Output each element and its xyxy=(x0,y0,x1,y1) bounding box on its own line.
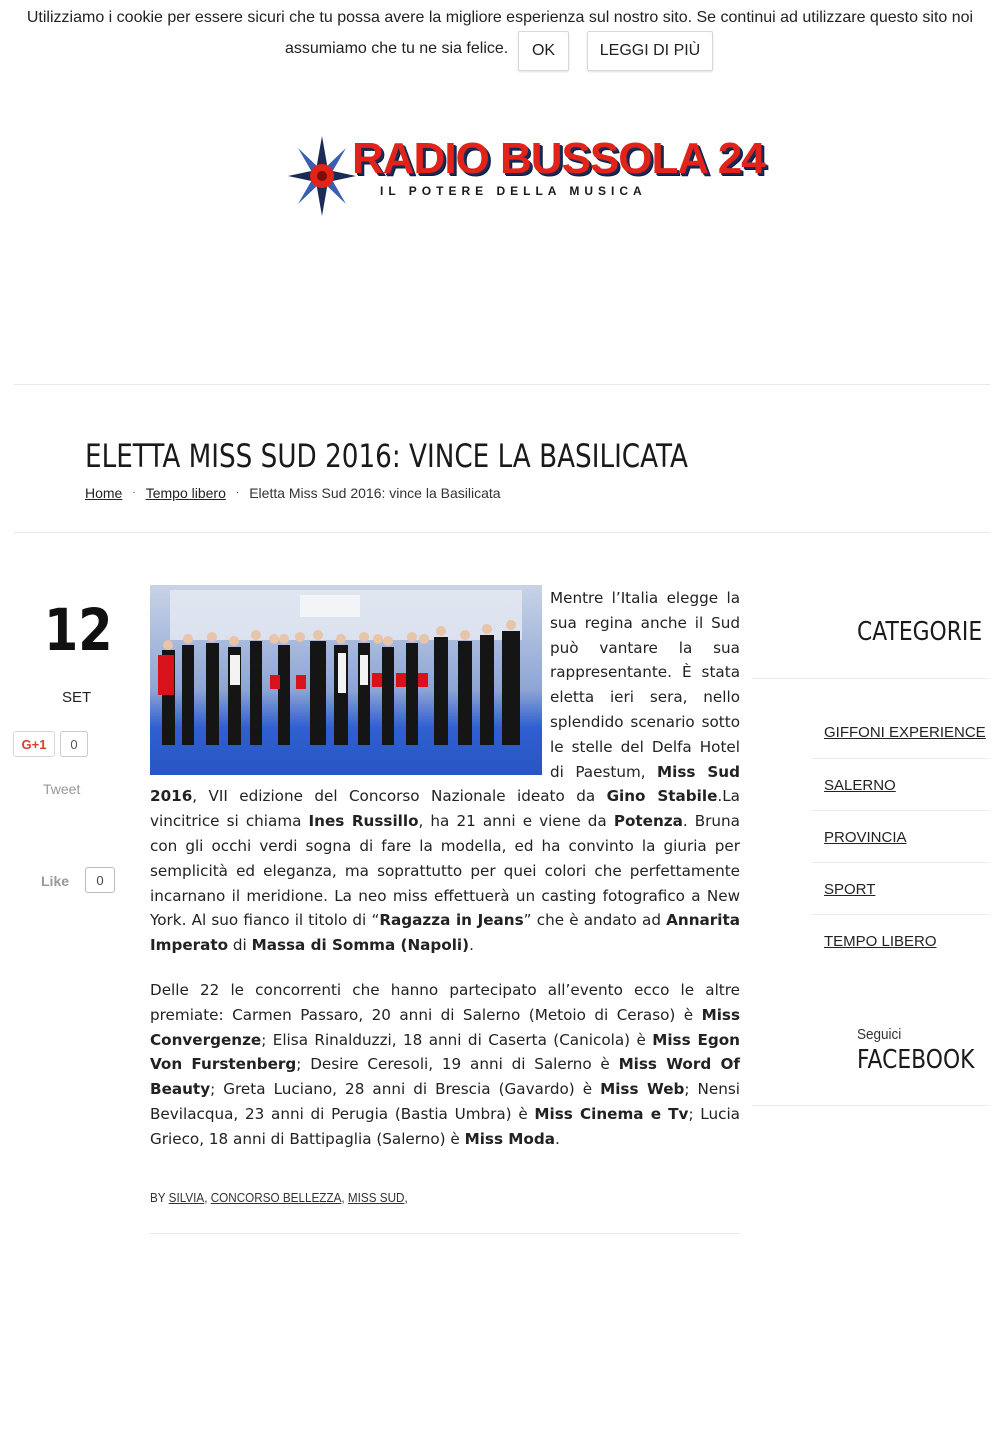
bold-run: Ragazza in Jeans xyxy=(379,911,524,930)
cookie-banner xyxy=(0,0,1000,80)
tweet-button[interactable]: Tweet xyxy=(43,781,81,797)
text-run: ; Nensi Bevilacqua, 23 anni di Perugia (Bastia Umbra) è xyxy=(150,1080,740,1123)
text-run: . xyxy=(554,1129,560,1148)
text-run: ” che è andato ad xyxy=(523,911,667,930)
article-body xyxy=(150,586,740,1172)
bold-run: Miss Sud 2016 xyxy=(150,762,740,806)
text-run: Mentre l’Italia elegge la sua regina anche il Sud può vantare la sua rappresentante. È stata eletta ieri sera, nello splendido scenario sotto le stelle del Delfa Hotel di Paestum, xyxy=(550,589,740,781)
sidebar-title: CATEGORIE xyxy=(857,617,983,647)
bold-run: Miss Convergenze xyxy=(150,1005,740,1049)
sidebar-item-divider xyxy=(812,914,990,915)
text-run: .La vincitrice si chiama xyxy=(150,787,740,831)
facebook-like-button[interactable]: Like xyxy=(41,873,70,889)
sidebar-item-giffoni-experience[interactable]: GIFFONI EXPERIENCE xyxy=(824,724,986,741)
text-run: ; Desire Ceresoli, 19 anni di Salerno è xyxy=(296,1055,619,1074)
bold-run: Ines Russillo xyxy=(308,812,419,831)
bold-run: Miss Cinema e Tv xyxy=(534,1104,689,1123)
author-link[interactable]: SILVIA xyxy=(168,1190,205,1205)
breadcrumb-tempo-libero[interactable]: Tempo libero xyxy=(145,485,226,501)
text-run: Delle 22 le concorrenti che hanno partecipato all’evento ecco le altre premiate: Carmen Passaro, 20 anni di Salerno (Metoio di Ceraso) è xyxy=(150,980,740,1024)
text-run: . xyxy=(469,936,474,955)
bold-run: Potenza xyxy=(613,812,683,831)
logo-title: RADIO BUSSOLA 24 xyxy=(352,134,765,183)
breadcrumb-current: Eletta Miss Sud 2016: vince la Basilicata xyxy=(249,485,501,501)
facebook-widget-title: FACEBOOK xyxy=(857,1045,975,1075)
photo-spacer xyxy=(150,586,550,776)
bold-run: Miss Word Of Beauty xyxy=(150,1055,740,1099)
sidebar-item-provincia[interactable]: PROVINCIA xyxy=(824,829,907,846)
bold-run: Miss Web xyxy=(600,1080,685,1099)
site-logo[interactable] xyxy=(288,132,765,224)
bold-run: Annarita Imperato xyxy=(150,911,740,955)
bold-run: Gino Stabile xyxy=(606,787,718,806)
google-plus-button[interactable]: G+1 xyxy=(13,731,55,757)
text-run: ; Elisa Rinalduzzi, 18 anni di Caserta (Canicola) è xyxy=(261,1030,653,1049)
bold-run: Massa di Somma (Napoli) xyxy=(251,936,470,955)
breadcrumb: Home · Tempo libero · Eletta Miss Sud 2016: vince la Basilicata xyxy=(85,485,501,501)
title-divider xyxy=(14,532,990,533)
text-run: . Bruna con gli occhi verdi sogna di fare la modella, ed ha convinto la giuria per semplicità ed eleganza, ma soprattutto per quei colori che perfettamente incarnano il meridione. La neo miss effettuerà un casting fotografico a New York. Al suo fianco il titolo di “ xyxy=(150,812,740,930)
google-plus-count: 0 xyxy=(60,731,88,757)
like-count: 0 xyxy=(85,867,115,893)
post-date-month: SET xyxy=(62,689,92,706)
text-run: ; Lucia Grieco, 18 anni di Battipaglia (Salerno) è xyxy=(150,1104,740,1148)
sidebar-item-divider xyxy=(812,758,990,759)
compass-star-icon xyxy=(288,132,360,224)
header-divider xyxy=(14,384,990,385)
sidebar-item-salerno[interactable]: SALERNO xyxy=(824,777,896,794)
sidebar-item-divider xyxy=(812,810,990,811)
cookie-text-line1: Utilizziamo i cookie per essere sicuri che tu possa avere la migliore esperienza sul nostro sito. Se continui ad utilizzare questo sito noi xyxy=(26,9,974,26)
page-title: ELETTA MISS SUD 2016: VINCE LA BASILICATA xyxy=(85,437,688,475)
sidebar-item-divider xyxy=(812,862,990,863)
cookie-ok-button[interactable]: OK xyxy=(518,31,569,71)
logo-tagline: IL POTERE DELLA MUSICA xyxy=(380,184,647,198)
tag-link-concorso-bellezza[interactable]: CONCORSO BELLEZZA xyxy=(210,1190,342,1205)
sidebar-item-tempo-libero[interactable]: TEMPO LIBERO xyxy=(824,933,937,950)
breadcrumb-home[interactable]: Home xyxy=(85,485,123,501)
byline-prefix: BY xyxy=(150,1190,169,1205)
text-run: , ha 21 anni e viene da xyxy=(418,812,614,831)
text-run: ; Greta Luciano, 28 anni di Brescia (Gavardo) è xyxy=(210,1080,601,1099)
tag-link-miss-sud[interactable]: MISS SUD xyxy=(347,1190,405,1205)
follow-caption: Seguici xyxy=(857,1026,902,1043)
cookie-read-more-button[interactable]: LEGGI DI PIÙ xyxy=(587,31,713,71)
sidebar-item-sport[interactable]: SPORT xyxy=(824,881,876,898)
sidebar-bottom-divider xyxy=(752,1105,990,1106)
sidebar-title-divider xyxy=(752,678,990,679)
bold-run: Miss Moda xyxy=(464,1129,555,1148)
post-byline: BY SILVIA, CONCORSO BELLEZZA, MISS SUD, xyxy=(150,1190,408,1205)
text-run: , VII edizione del Concorso Nazionale ideato da xyxy=(192,787,607,806)
cookie-text-line2: assumiamo che tu ne sia felice. xyxy=(285,40,509,57)
post-date-day: 12 xyxy=(44,596,113,664)
article-paragraph-2 xyxy=(150,978,740,1152)
bold-run: Miss Egon Von Furstenberg xyxy=(150,1030,740,1074)
text-run: di xyxy=(228,936,252,955)
post-footer-divider xyxy=(150,1233,740,1234)
